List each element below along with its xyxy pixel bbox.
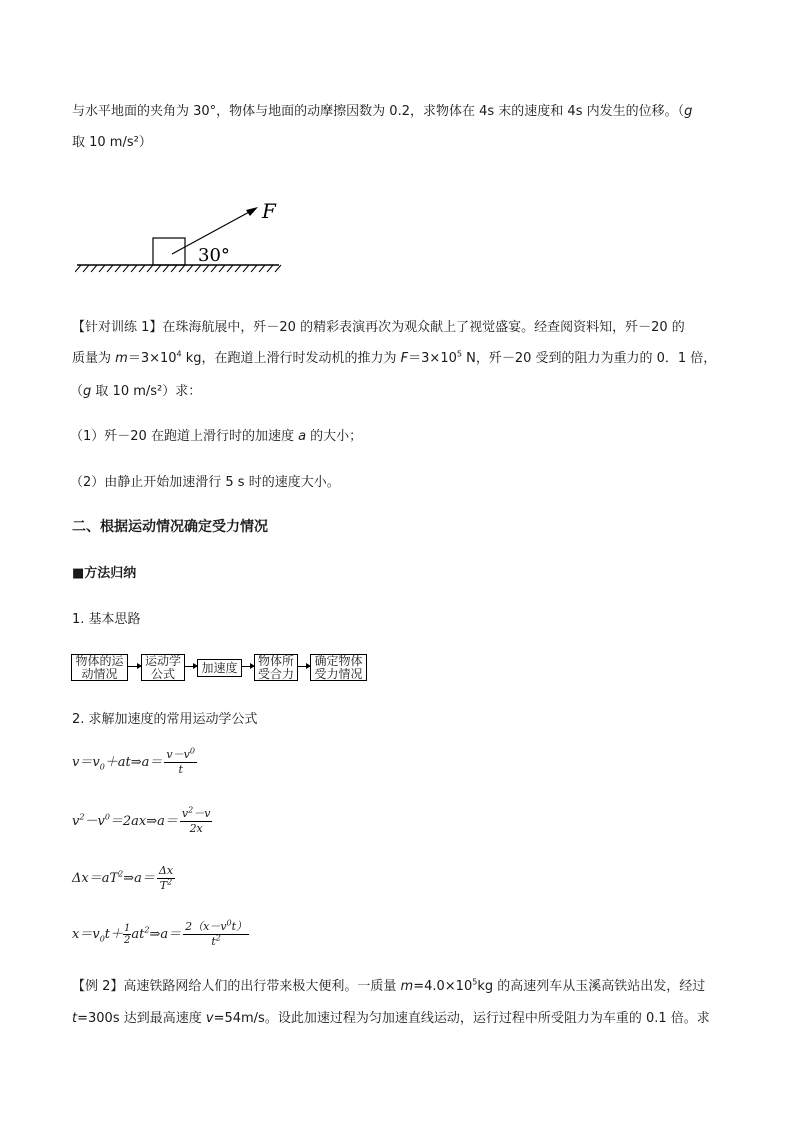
subscript: 0 xyxy=(99,762,105,772)
exponent: 5 xyxy=(456,349,462,359)
variable-a: a xyxy=(298,429,307,444)
variable-m: m xyxy=(400,979,414,994)
flow-box xyxy=(197,659,242,677)
fraction xyxy=(164,748,197,777)
force-diagram xyxy=(75,196,285,276)
sub-heading-1: 1. 基本思路 xyxy=(72,612,141,627)
formula-4 xyxy=(72,920,251,949)
drill-text: ＝3×10 xyxy=(127,351,177,366)
flow-arrow xyxy=(298,666,310,667)
formula-text: Δx＝aT xyxy=(72,871,119,886)
drill-text: 质量为 xyxy=(72,351,116,366)
drill-text-line xyxy=(72,319,685,337)
superscript: 0 xyxy=(226,918,232,928)
formula-text: －v xyxy=(84,814,105,829)
superscript: 2 xyxy=(188,805,194,815)
drill-text: 取 10 m/s²）求： xyxy=(91,384,202,399)
superscript: 2 xyxy=(215,933,221,943)
numerator: v xyxy=(181,807,189,820)
drill-text-line xyxy=(70,383,201,401)
flow-box-line: 公式 xyxy=(150,667,175,681)
formula-text: ⇒a＝ xyxy=(149,927,182,942)
example-text-line xyxy=(72,1010,710,1028)
superscript: 2 xyxy=(144,925,150,935)
numerator: v－v xyxy=(166,748,190,761)
question-2 xyxy=(70,474,340,492)
formula-text: x＝v xyxy=(72,927,100,942)
formula-text: t＋ xyxy=(104,927,124,942)
formula-text: ＋at⇒a＝ xyxy=(104,755,163,770)
formula-text: ＝2ax⇒a＝ xyxy=(109,814,178,829)
exponent: 4 xyxy=(176,349,182,359)
flow-box-line: 物体的运 xyxy=(75,654,124,668)
fraction xyxy=(157,864,175,893)
example-text: 【例 2】高速铁路网给人们的出行带来极大便利。一质量 xyxy=(72,979,401,994)
flow-arrow xyxy=(128,666,141,667)
example-text: =4.0×10 xyxy=(413,979,473,994)
drill-text: （2）由静止开始加速滑行 5 s 时的速度大小。 xyxy=(70,475,340,490)
variable-g: g xyxy=(684,104,693,119)
numerator: 2（x－v xyxy=(185,920,227,933)
denominator: t xyxy=(178,763,183,776)
fraction xyxy=(183,920,249,949)
formula-2 xyxy=(72,807,214,836)
flow-box-line: 确定物体 xyxy=(314,654,363,668)
denominator: 2x xyxy=(189,822,203,835)
arrow-head xyxy=(246,207,258,216)
variable-F: F xyxy=(400,351,409,366)
ground-hatching xyxy=(75,265,281,272)
flow-box xyxy=(254,654,298,681)
formula-text: ⇒a＝ xyxy=(123,871,155,886)
force-label: F xyxy=(262,199,276,223)
section-title: 二、根据运动情况确定受力情况 xyxy=(72,519,268,535)
denominator: t xyxy=(211,935,216,948)
drill-text: 【针对训练 1】在珠海航展中，歼－20 的精彩表演再次为观众献上了视觉盛宴。经查阅资料知，歼－20 的 xyxy=(72,320,685,335)
question-1 xyxy=(70,428,362,446)
formula-text: v xyxy=(72,814,80,829)
problem-text: 取 10 m/s²） xyxy=(72,135,152,150)
subscript: 0 xyxy=(99,934,105,944)
numerator: －v xyxy=(193,807,211,820)
example-text: kg 的高速列车从玉溪高铁站出发，经过 xyxy=(477,979,706,994)
flow-arrow xyxy=(242,666,254,667)
exponent: 5 xyxy=(472,977,478,987)
numerator: 1 xyxy=(124,923,131,934)
example-text-line xyxy=(72,978,705,996)
drill-text: ＝3×10 xyxy=(408,351,457,366)
fraction xyxy=(180,807,213,836)
drill-text: N，歼－20 受到的阻力为重力的 0．1 倍， xyxy=(461,351,717,366)
variable-v: v xyxy=(205,1011,214,1026)
formula-text: v＝v xyxy=(72,755,100,770)
formula-1 xyxy=(72,748,199,777)
flow-box-line: 加速度 xyxy=(201,661,238,675)
superscript: 0 xyxy=(104,812,110,822)
denominator: T xyxy=(159,879,168,892)
flow-box-line: 受合力 xyxy=(257,667,294,681)
numerator: Δx xyxy=(158,864,174,877)
problem-text-line xyxy=(72,103,692,121)
numerator: t） xyxy=(231,920,248,933)
superscript: 2 xyxy=(167,877,173,887)
angle-label: 30° xyxy=(198,245,230,266)
drill-text: （1）歼－20 在跑道上滑行时的加速度 xyxy=(70,429,299,444)
flow-arrow xyxy=(185,666,197,667)
variable-t: t xyxy=(72,1011,78,1026)
superscript: 2 xyxy=(79,812,85,822)
problem-text: 与水平地面的夹角为 30°，物体与地面的动摩擦因数为 0.2，求物体在 4s 末的速度和 4s 内发生的位移。（ xyxy=(72,104,685,119)
drill-text: kg，在跑道上滑行时发动机的推力为 xyxy=(181,351,401,366)
flow-box-line: 动情况 xyxy=(81,667,118,681)
example-text: =54m/s。设此加速过程为匀加速直线运动，运行过程中所受阻力为车重的 0.1 倍。求 xyxy=(213,1011,710,1026)
flow-box xyxy=(71,654,128,681)
formula-text: at xyxy=(131,927,145,942)
drill-text: 的大小； xyxy=(306,429,363,444)
example-text: =300s 达到最高速度 xyxy=(77,1011,206,1026)
variable-m: m xyxy=(115,351,128,366)
variable-g: g xyxy=(83,384,92,399)
drill-text-line xyxy=(72,350,716,368)
denominator: 2 xyxy=(124,935,131,946)
flow-box-line: 受力情况 xyxy=(314,667,363,681)
method-heading: ■方法归纳 xyxy=(72,566,137,581)
flow-box-line: 物体所 xyxy=(257,654,294,668)
drill-text: （ xyxy=(70,384,84,399)
superscript: 0 xyxy=(189,746,195,756)
problem-text-line xyxy=(72,134,152,152)
superscript: 2 xyxy=(118,869,124,879)
flow-box-line: 运动学 xyxy=(144,654,181,668)
flow-box xyxy=(310,654,367,681)
flow-box xyxy=(141,654,185,681)
block xyxy=(153,238,185,265)
sub-heading-2: 2. 求解加速度的常用运动学公式 xyxy=(72,712,258,727)
formula-3 xyxy=(72,864,177,893)
